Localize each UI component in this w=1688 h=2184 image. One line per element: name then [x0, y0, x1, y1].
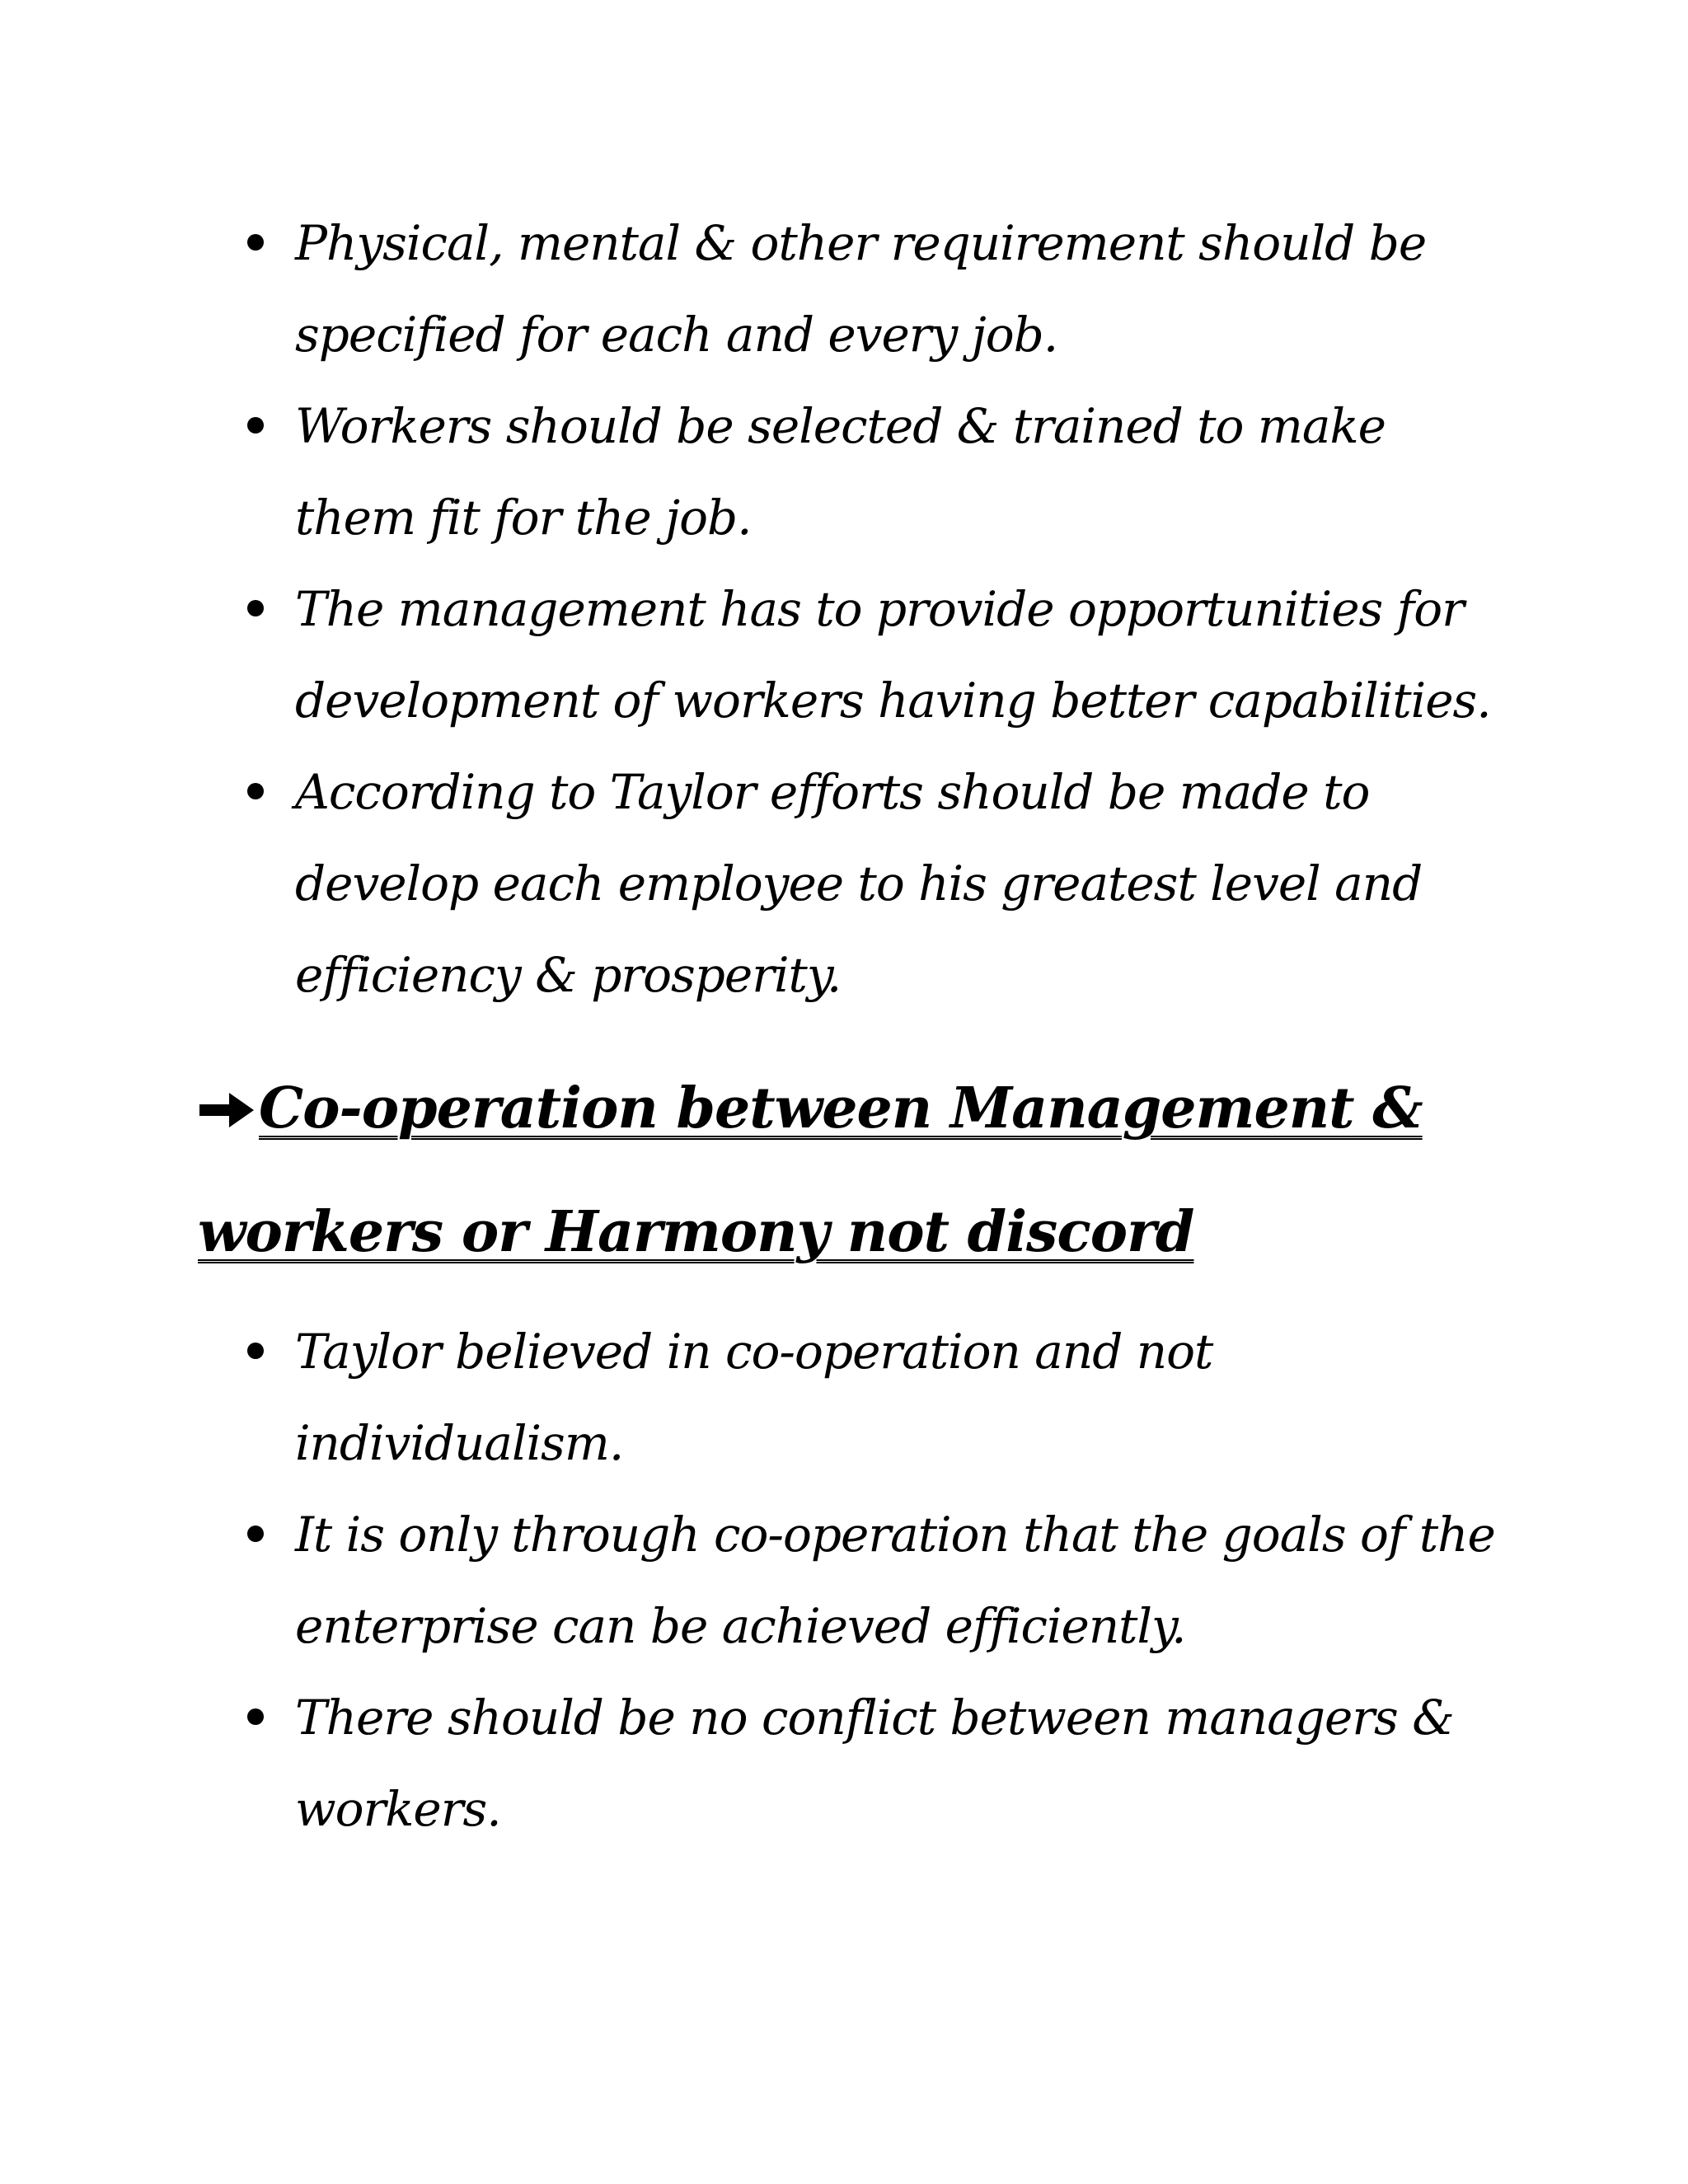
list-item [247, 1489, 1500, 1672]
list-item-text: It is only through co-operation that the goals of the enterprise can be achieved efficiently. [295, 1507, 1495, 1654]
section-heading-line-1 [198, 1076, 1423, 1141]
right-arrow-icon [198, 1090, 256, 1131]
bullet-icon [247, 1526, 264, 1542]
bullet-icon [247, 417, 264, 434]
list-item-text: There should be no conflict between managers & workers. [295, 1690, 1454, 1837]
list-item-text: According to Taylor efforts should be made to develop each employee to his greatest level and efficiency & prosperity. [295, 764, 1423, 1003]
list-item-text: Physical, mental & other requirement should be specified for each and every job. [295, 215, 1427, 363]
list-item [247, 381, 1500, 564]
section-heading-text-1: Co-operation between Management & [259, 1076, 1423, 1141]
list-item [247, 198, 1500, 381]
bullet-icon [247, 1343, 264, 1359]
list-item-text: Workers should be selected & trained to make them fit for the job. [295, 398, 1386, 546]
list-item [247, 1306, 1500, 1489]
bullet-icon [247, 234, 264, 251]
bullet-icon [247, 1708, 264, 1725]
bullet-list-2 [247, 1306, 1500, 1855]
bullet-list-1 [247, 198, 1500, 1021]
bullet-icon [247, 600, 264, 616]
list-item [247, 564, 1500, 747]
list-item-text: The management has to provide opportunities for development of workers having better capabilities. [295, 581, 1491, 729]
list-item [247, 747, 1500, 1021]
bullet-icon [247, 783, 264, 799]
list-item-text: Taylor believed in co-operation and not individualism. [295, 1324, 1213, 1471]
section-heading-line-2: workers or Harmony not discord [198, 1199, 1194, 1265]
section-heading [198, 1047, 1533, 1294]
list-item [247, 1672, 1500, 1855]
